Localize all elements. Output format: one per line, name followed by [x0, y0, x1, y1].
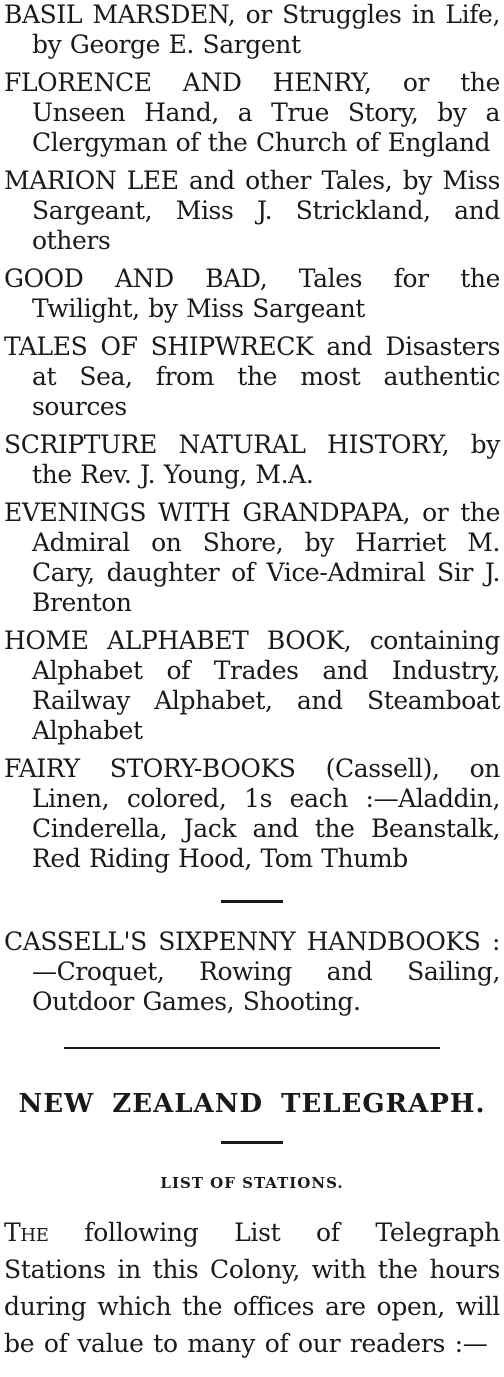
intro-first-word: The	[4, 1218, 49, 1247]
book-entry-4: GOOD AND BAD, Tales for the Twilight, by Miss Sargeant	[4, 264, 500, 323]
book-entry-2: FLORENCE AND HENRY, or the Unseen Hand, a True Story, by a Clergyman of the Church of England	[4, 68, 500, 157]
book-entry-6: SCRIPTURE NATURAL HISTORY, by the Rev. J. Young, M.A.	[4, 430, 500, 489]
book-entry-1: BASIL MARSDEN, or Struggles in Life, by George E. Sargent	[4, 0, 500, 59]
book-entry-9: FAIRY STORY-BOOKS (Cassell), on Linen, colored, 1s each :—Aladdin, Cinderella, Jack and the Beanstalk, Red Riding Hood, Tom Thumb	[4, 754, 500, 873]
intro-text: following List of Telegraph Stations in this Colony, with the hours during which the offices are open, will be of value to many of our readers :—	[4, 1218, 500, 1358]
book-entry-5: TALES OF SHIPWRECK and Disasters at Sea, from the most authentic sources	[4, 332, 500, 421]
book-entry-7: EVENINGS WITH GRANDPAPA, or the Admiral on Shore, by Harriet M. Cary, daughter of Vice-Admiral Sir J. Brenton	[4, 498, 500, 617]
telegraph-intro-paragraph	[4, 1214, 500, 1362]
telegraph-heading: NEW ZEALAND TELEGRAPH.	[18, 1089, 486, 1119]
stations-subheading: LIST OF STATIONS.	[160, 1174, 344, 1192]
book-entry-3: MARION LEE and other Tales, by Miss Sargeant, Miss J. Strickland, and others	[4, 166, 500, 255]
book-list	[4, 0, 500, 874]
book-entry-8: HOME ALPHABET BOOK, containing Alphabet of Trades and Industry, Railway Alphabet, and Steamboat Alphabet	[4, 626, 500, 745]
cassell-handbooks-entry: CASSELL'S SIXPENNY HANDBOOKS :—Croquet, Rowing and Sailing, Outdoor Games, Shooting.	[4, 927, 500, 1016]
